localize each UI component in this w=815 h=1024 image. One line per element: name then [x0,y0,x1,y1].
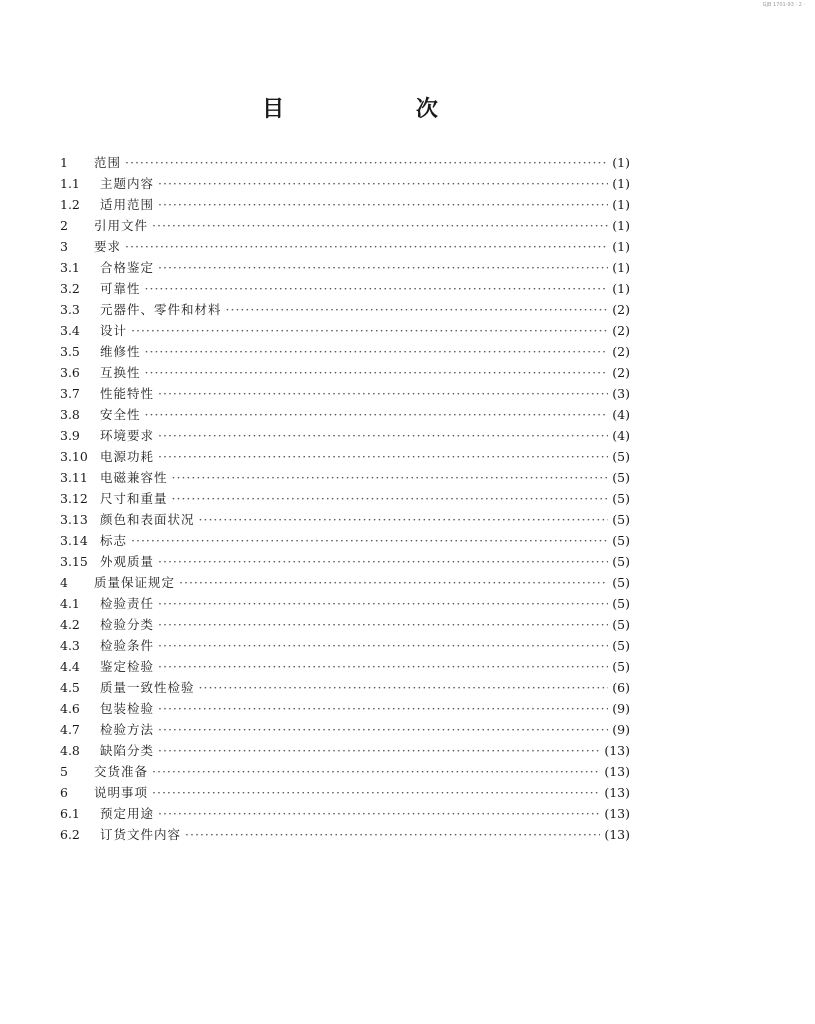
toc-dot-leader [158,173,608,194]
toc-entry-title: 引用文件 [94,218,149,233]
toc-entry-page: (13) [604,827,630,842]
toc-dot-leader [158,551,608,572]
toc-entry [60,404,630,425]
toc-entry [60,551,630,572]
toc-entry-page: (1) [612,155,630,170]
toc-entry-title: 元器件、零件和材料 [100,302,222,317]
toc-entry-title: 维修性 [100,344,141,359]
toc-dot-leader [199,509,609,530]
toc-entry-page: (1) [612,197,630,212]
toc-dot-leader [131,530,608,551]
toc-dot-leader [158,425,608,446]
toc-entry-page: (9) [612,701,630,716]
toc-entry-title: 颜色和表面状况 [100,512,195,527]
toc-entry [60,635,630,656]
toc-dot-leader [158,194,608,215]
toc-entry-page: (6) [612,680,630,695]
toc-entry-page: (5) [612,596,630,611]
toc-entry-title: 质量一致性检验 [100,680,195,695]
toc-entry [60,698,630,719]
toc-entry [60,257,630,278]
toc-entry-title: 检验责任 [100,596,155,611]
toc-entry-page: (5) [612,449,630,464]
toc-entry [60,362,630,383]
toc-entry-page: (3) [612,386,630,401]
toc-dot-leader [131,320,608,341]
toc-entry-page: (13) [604,806,630,821]
toc-entry [60,782,630,803]
toc-entry-title: 质量保证规定 [94,575,176,590]
toc-entry-page: (5) [612,659,630,674]
toc-entry-page: (2) [612,302,630,317]
toc-entry-number: 3.10 [60,449,88,464]
toc-entry-title: 范围 [94,155,122,170]
toc-entry-title: 包装检验 [100,701,155,716]
toc-dot-leader [152,215,608,236]
toc-entry-title: 交货准备 [94,764,149,779]
toc-entry-title: 电磁兼容性 [100,470,168,485]
toc-entry [60,320,630,341]
toc-dot-leader [172,488,609,509]
toc-entry-number: 1.1 [60,176,80,191]
toc-dot-leader [125,152,608,173]
toc-entry [60,194,630,215]
toc-entry-page: (5) [612,470,630,485]
toc-entry-title: 设计 [100,323,128,338]
toc-dot-leader [145,341,609,362]
toc-entry [60,761,630,782]
toc-dot-leader [125,236,608,257]
toc-entry-title: 缺陷分类 [100,743,155,758]
toc-entry-number: 6 [60,785,68,800]
toc-entry [60,824,630,845]
toc-entry-page: (4) [612,407,630,422]
toc-entry [60,341,630,362]
toc-entry-number: 3.8 [60,407,80,422]
toc-dot-leader [179,572,608,593]
toc-entry-page: (5) [612,554,630,569]
toc-entry-title: 主题内容 [100,176,155,191]
toc-entry-title: 互换性 [100,365,141,380]
toc-entry-title: 适用范围 [100,197,155,212]
toc-dot-leader [158,383,608,404]
toc-entry-number: 4.6 [60,701,80,716]
toc-entry-title: 电源功耗 [100,449,155,464]
toc-dot-leader [172,467,609,488]
page-title: 目 次 [262,96,500,122]
toc-entry-number: 4.5 [60,680,80,695]
toc-entry [60,383,630,404]
toc-entry-page: (5) [612,533,630,548]
toc-entry [60,425,630,446]
toc-entry-number: 4.7 [60,722,80,737]
toc-entry-title: 要求 [94,239,122,254]
corner-mark: GJB 1701-93 · 2 · [762,2,805,8]
toc-entry-page: (2) [612,365,630,380]
toc-entry-page: (1) [612,176,630,191]
toc-entry-page: (13) [604,764,630,779]
toc-dot-leader [226,299,609,320]
toc-entry-title: 性能特性 [100,386,155,401]
toc-dot-leader [158,257,608,278]
toc-entry-title: 外观质量 [100,554,155,569]
toc-dot-leader [158,635,608,656]
toc-dot-leader [199,677,609,698]
toc-dot-leader [152,782,600,803]
toc-entry-page: (4) [612,428,630,443]
table-of-contents [60,152,630,845]
toc-entry-number: 3.9 [60,428,80,443]
toc-entry-number: 1.2 [60,197,80,212]
toc-entry-title: 预定用途 [100,806,155,821]
toc-entry [60,173,630,194]
toc-entry-number: 3.13 [60,512,88,527]
toc-entry [60,278,630,299]
toc-entry-title: 订货文件内容 [100,827,182,842]
toc-entry-page: (5) [612,491,630,506]
toc-entry-number: 4.3 [60,638,80,653]
toc-entry-number: 4.2 [60,617,80,632]
toc-entry-page: (1) [612,218,630,233]
toc-entry [60,803,630,824]
toc-entry-number: 6.2 [60,827,80,842]
toc-entry [60,740,630,761]
toc-entry-number: 3.12 [60,491,88,506]
toc-dot-leader [158,593,608,614]
toc-entry-number: 4.4 [60,659,80,674]
toc-dot-leader [145,278,609,299]
toc-entry-number: 3.1 [60,260,80,275]
toc-entry-title: 安全性 [100,407,141,422]
toc-entry [60,299,630,320]
toc-dot-leader [145,404,609,425]
toc-dot-leader [158,719,608,740]
toc-entry-title: 环境要求 [100,428,155,443]
toc-entry-number: 3.6 [60,365,80,380]
toc-entry-number: 4.8 [60,743,80,758]
toc-entry-page: (1) [612,281,630,296]
toc-entry-page: (1) [612,260,630,275]
toc-entry [60,656,630,677]
toc-dot-leader [158,656,608,677]
toc-entry-page: (5) [612,617,630,632]
toc-entry-page: (5) [612,638,630,653]
toc-entry-title: 合格鉴定 [100,260,155,275]
toc-entry-number: 3 [60,239,68,254]
toc-entry-page: (5) [612,575,630,590]
toc-dot-leader [158,803,600,824]
toc-entry [60,614,630,635]
toc-entry-number: 3.4 [60,323,80,338]
toc-entry-page: (9) [612,722,630,737]
toc-entry-page: (13) [604,785,630,800]
toc-entry [60,530,630,551]
toc-entry [60,467,630,488]
toc-entry-title: 鉴定检验 [100,659,155,674]
toc-entry [60,719,630,740]
toc-dot-leader [158,446,608,467]
toc-entry-number: 3.2 [60,281,80,296]
toc-entry [60,509,630,530]
toc-entry-number: 3.11 [60,470,88,485]
toc-entry-page: (2) [612,323,630,338]
toc-dot-leader [158,740,600,761]
toc-entry [60,236,630,257]
toc-entry-number: 6.1 [60,806,80,821]
toc-entry-title: 检验分类 [100,617,155,632]
toc-entry-number: 4 [60,575,68,590]
toc-entry-title: 尺寸和重量 [100,491,168,506]
toc-entry-title: 可靠性 [100,281,141,296]
toc-entry-number: 3.15 [60,554,88,569]
toc-dot-leader [152,761,600,782]
toc-entry-title: 检验条件 [100,638,155,653]
toc-entry-number: 1 [60,155,68,170]
toc-dot-leader [158,614,608,635]
toc-entry-page: (1) [612,239,630,254]
toc-entry-number: 4.1 [60,596,80,611]
toc-entry-number: 3.3 [60,302,80,317]
toc-entry-page: (13) [604,743,630,758]
toc-entry-number: 3.7 [60,386,80,401]
toc-entry [60,152,630,173]
toc-entry-page: (2) [612,344,630,359]
toc-entry [60,446,630,467]
toc-entry-title: 标志 [100,533,128,548]
toc-dot-leader [158,698,608,719]
toc-entry-title: 说明事项 [94,785,149,800]
toc-entry-number: 5 [60,764,68,779]
toc-entry [60,593,630,614]
toc-entry [60,488,630,509]
toc-entry [60,572,630,593]
toc-dot-leader [145,362,609,383]
toc-entry [60,677,630,698]
toc-entry-number: 2 [60,218,68,233]
toc-entry-title: 检验方法 [100,722,155,737]
toc-entry [60,215,630,236]
toc-dot-leader [185,824,600,845]
toc-entry-page: (5) [612,512,630,527]
toc-entry-number: 3.5 [60,344,80,359]
toc-entry-number: 3.14 [60,533,88,548]
